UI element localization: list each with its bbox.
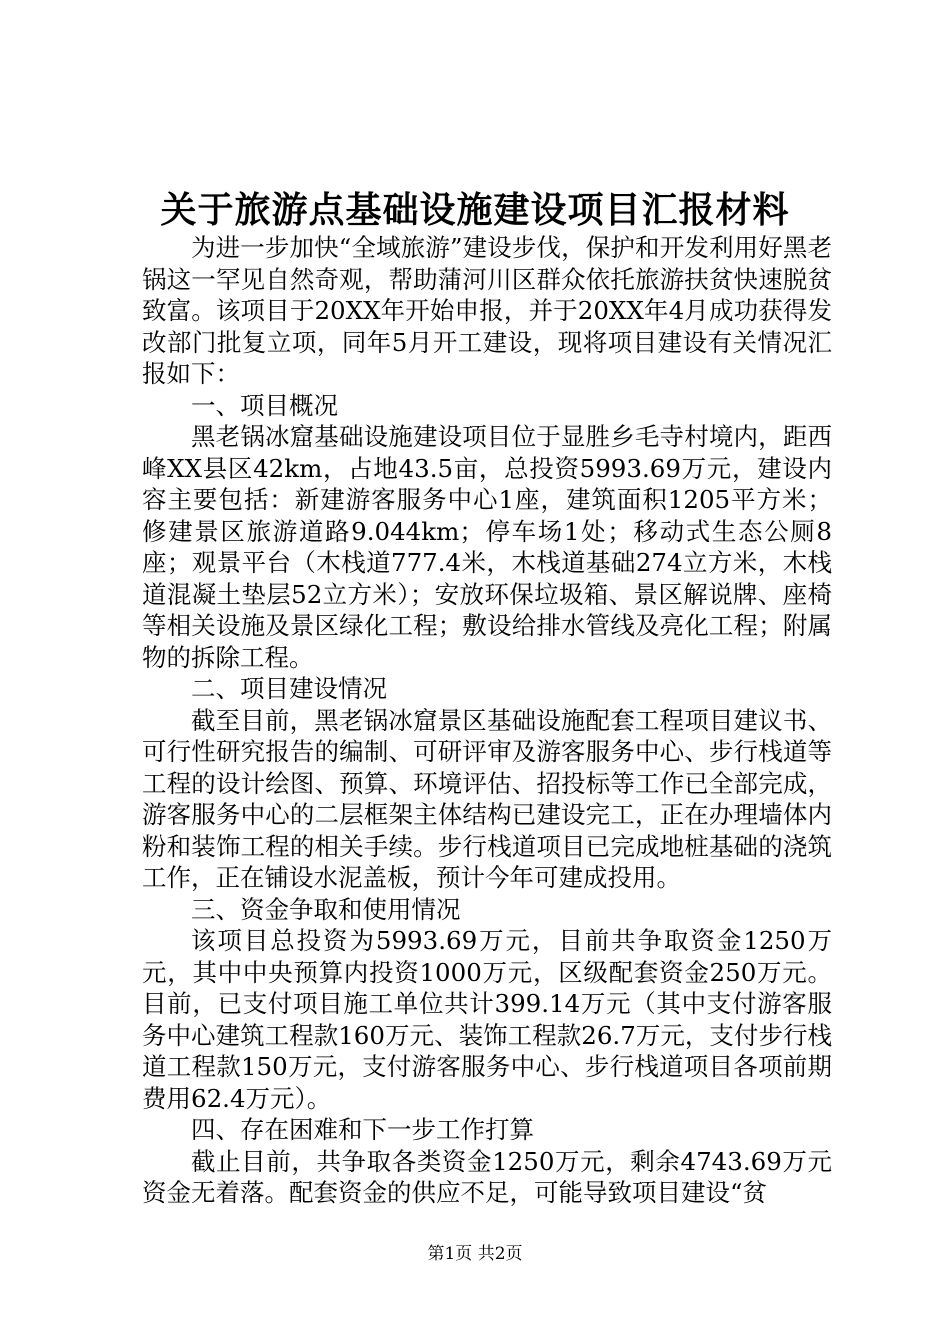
section-body-overview: 黑老锅冰窟基础设施建设项目位于显胜乡毛寺村境内，距西峰XX县区42km，占地43.5亩，总投资5993.69万元，建设内容主要包括：新建游客服务中心1座，建筑面积1205平方米；修建景区旅游道路9.044km；停车场1处；移动式生态公厕8座；观景平台（木栈道777.4米，木栈道基础274立方米，木栈道混凝土垫层52立方米）；安放环保垃圾箱、景区解说牌、座椅等相关设施及景区绿化工程；敷设给排水管线及亮化工程；附属物的拆除工程。 [142,422,832,672]
intro-paragraph: 为进一步加快“全域旅游”建设步伐，保护和开发利用好黑老锅这一罕见自然奇观，帮助蒲河川区群众依托旅游扶贫快速脱贫致富。该项目于20XX年开始申报，并于20XX年4月成功获得发改部门批复立项，同年5月开工建设，现将项目建设有关情况汇报如下： [142,233,832,388]
section-heading-funding: 三、资金争取和使用情况 [191,894,461,924]
section-body-difficulties: 截止目前，共争取各类资金1250万元，剩余4743.69万元资金无着落。配套资金的供应不足，可能导致项目建设“贫 [142,1146,832,1207]
document-body [142,232,832,1209]
section-heading-difficulties: 四、存在困难和下一步工作打算 [191,1115,534,1144]
section-heading-overview: 一、项目概况 [191,390,338,420]
section-body-funding: 该项目总投资为5993.69万元，目前共争取资金1250万元，其中中央预算内投资1000万元，区级配套资金250万元。目前，已支付项目施工单位共计399.14万元（其中支付游客服务中心建筑工程款160万元、装饰工程款26.7万元，支付步行栈道工程款150万元，支付游客服务中心、步行栈道项目各项前期费用62.4万元）。 [142,926,832,1113]
section-body-progress: 截至目前，黑老锅冰窟景区基础设施配套工程项目建议书、可行性研究报告的编制、可研评审及游客服务中心、步行栈道等工程的设计绘图、预算、环境评估、招投标等工作已全部完成，游客服务中心的二层框架主体结构已建设完工，正在办理墙体内粉和装饰工程的相关手续。步行栈道项目已完成地桩基础的浇筑工作，正在铺设水泥盖板，预计今年可建成投用。 [142,705,832,892]
page-title: 关于旅游点基础设施建设项目汇报材料 [160,189,790,231]
page-number-footer: 第1页 共2页 [427,1244,523,1264]
section-heading-progress: 二、项目建设情况 [191,674,387,703]
